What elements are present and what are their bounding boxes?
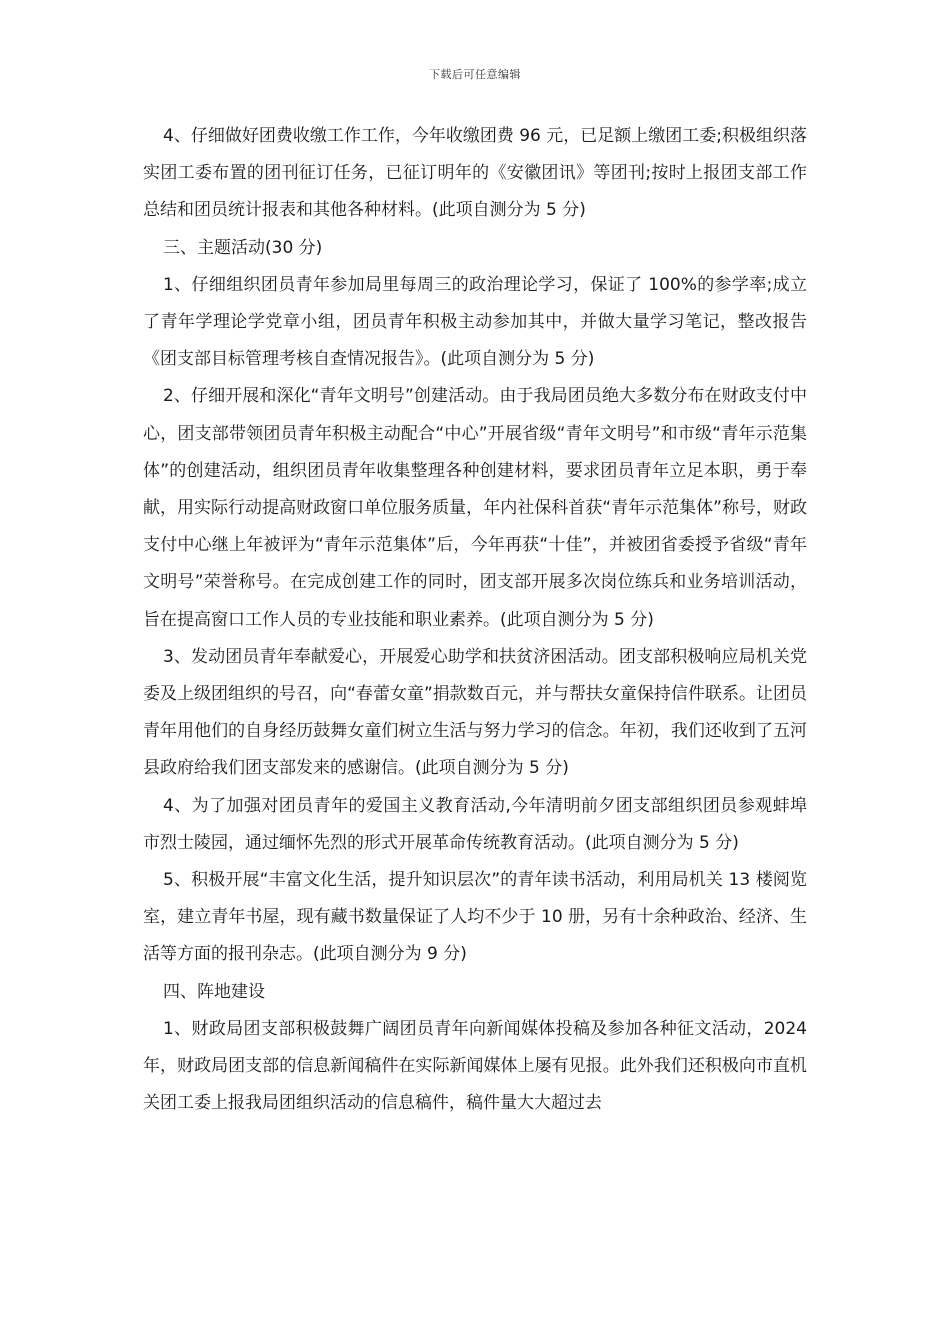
paragraph-news-submissions: 1、财政局团支部积极鼓舞广阔团员青年向新闻媒体投稿及参加各种征文活动，2024 年，财政局团支部的信息新闻稿件在实际新闻媒体上屡有见报。此外我们还积极向市直机关团工委上报我局团组织活动的信息稿件，稿件量大大超过去 <box>143 1018 807 1114</box>
paragraph-youth-civilization: 2、仔细开展和深化“青年文明号”创建活动。由于我局团员绝大多数分布在财政支付中心，团支部带领团员青年积极主动配合“中心”开展省级“青年文明号”和市级“青年示范集体”的创建活动，组织团员青年收集整理各种创建材料，要求团员青年立足本职，勇于奉献，用实际行动提高财政窗口单位服务质量，年内社保科首获“青年示范集体”称号，财政支付中心继上年被评为“青年示范集体”后，今年再获“十佳”，并被团省委授予省级“青年文明号”荣誉称号。在完成创建工作的同时，团支部开展多次岗位练兵和业务培训活动，旨在提高窗口工作人员的专业技能和职业素养。(此项自测分为 5 分) <box>143 386 807 630</box>
document-body <box>143 118 807 1122</box>
page-header-note: 下载后可任意编辑 <box>429 68 521 81</box>
paragraph-reading-activity: 5、积极开展“丰富文化生活，提升知识层次”的青年读书活动，利用局机关 13 楼阅览室，建立青年书屋，现有藏书数量保证了人均不少于 10 册，另有十余种政治、经济、生活等方面的报刊杂志。(此项自测分为 9 分) <box>143 870 807 965</box>
paragraph-fee-collection: 4、仔细做好团费收缴工作工作，今年收缴团费 96 元，已足额上缴团工委;积极组织落实团工委布置的团刊征订任务，已征订明年的《安徽团讯》等团刊;按时上报团支部工作总结和团员统计报表和其他各种材料。(此项自测分为 5 分) <box>143 126 807 221</box>
paragraph-charity: 3、发动团员青年奉献爱心，开展爱心助学和扶贫济困活动。团支部积极响应局机关党委及上级团组织的号召，向“春蕾女童”捐款数百元，并与帮扶女童保持信件联系。让团员青年用他们的自身经历鼓舞女童们树立生活与努力学习的信念。年初，我们还收到了五河县政府给我们团支部发来的感谢信。(此项自测分为 5 分) <box>143 646 807 779</box>
section-heading-theme-activities: 三、主题活动(30 分) <box>163 237 323 258</box>
paragraph-patriotic-education: 4、为了加强对团员青年的爱国主义教育活动,今年清明前夕团支部组织团员参观蚌埠市烈士陵园，通过缅怀先烈的形式开展革命传统教育活动。(此项自测分为 5 分) <box>143 795 807 853</box>
paragraph-political-study: 1、仔细组织团员青年参加局里每周三的政治理论学习，保证了 100%的参学率;成立了青年学理论学党章小组，团员青年积极主动参加其中，并做大量学习笔记，整改报告《团支部目标管理考核自查情况报告》。(此项自测分为 5 分) <box>143 274 807 370</box>
section-heading-position-building: 四、阵地建设 <box>163 981 265 1002</box>
